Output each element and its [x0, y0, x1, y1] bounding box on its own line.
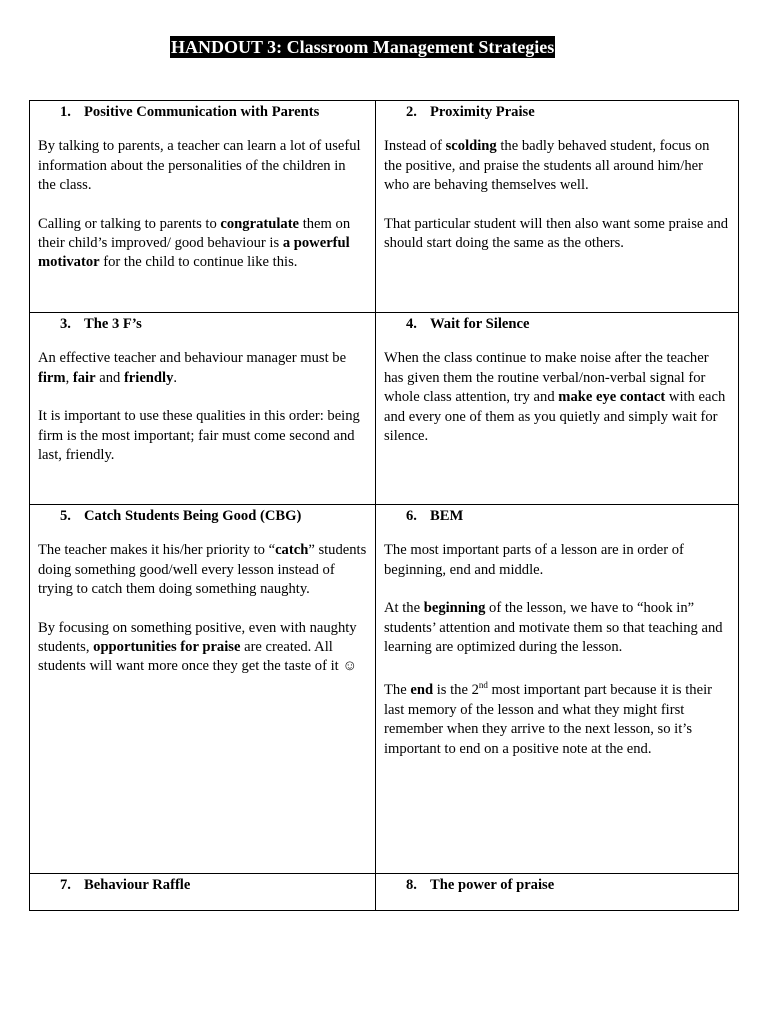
strategy-heading: 5. Catch Students Being Good (CBG) — [60, 508, 302, 524]
handout-title: HANDOUT 3: Classroom Management Strategies — [171, 37, 555, 57]
strategy-paragraph: The end is the 2nd most important part because it is their last memory of the lesson and what they might first remember when they arrive to the next lesson, so it’s important to end on a positive note at the end. — [384, 680, 712, 757]
strategy-cell-1 — [30, 101, 376, 313]
strategy-cell-7 — [30, 874, 376, 911]
strategies-table — [29, 100, 739, 911]
strategy-paragraph: When the class continue to make noise after the teacher has given them the routine verbal/non-verbal signal for whole class attention, try and make eye contact with each and every one of them as you quietly and simply wait for silence. — [384, 350, 726, 445]
strategy-paragraph: Calling or talking to parents to congratulate them on their child’s improved/ good behaviour is a powerful motivator for the child to continue like this. — [38, 215, 351, 271]
strategy-cell-3 — [30, 313, 376, 505]
strategy-cell-8 — [376, 874, 739, 911]
table-row — [30, 874, 739, 911]
strategy-heading: 6. BEM — [406, 508, 464, 524]
strategy-heading: 3. The 3 F’s — [60, 316, 142, 332]
strategy-heading: 1. Positive Communication with Parents — [60, 104, 320, 120]
strategy-paragraph: By focusing on something positive, even with naughty students, opportunities for praise are created. All students will want more once they get the taste of it ☺ — [38, 619, 358, 675]
strategy-paragraph: An effective teacher and behaviour manager must be firm, fair and friendly. — [38, 350, 347, 386]
strategy-paragraph: By talking to parents, a teacher can learn a lot of useful information about the personalities of the children in the class. — [38, 138, 361, 194]
strategy-cell-5 — [30, 505, 376, 874]
table-row — [30, 313, 739, 505]
strategy-paragraph: That particular student will then also want some praise and should start doing the same as the others. — [384, 215, 729, 252]
strategy-heading: 7. Behaviour Raffle — [60, 877, 191, 893]
strategy-paragraph: The teacher makes it his/her priority to “catch” students doing something good/well every lesson instead of trying to catch them doing something naughty. — [38, 542, 367, 598]
strategy-paragraph: Instead of scolding the badly behaved student, focus on the positive, and praise the students all around him/her who are behaving themselves well. — [384, 138, 710, 194]
strategy-cell-4 — [376, 313, 739, 505]
strategy-paragraph: The most important parts of a lesson are in order of beginning, end and middle. — [384, 542, 684, 578]
strategy-heading: 2. Proximity Praise — [406, 104, 535, 120]
strategy-cell-2 — [376, 101, 739, 313]
strategy-paragraph: At the beginning of the lesson, we have to “hook in” students’ attention and motivate them so that teaching and learning are optimized during the lesson. — [384, 600, 723, 656]
table-row — [30, 101, 739, 313]
strategy-paragraph: It is important to use these qualities in this order: being firm is the most important; fair must come second and last, friendly. — [38, 408, 360, 464]
table-row — [30, 505, 739, 874]
strategy-cell-6 — [376, 505, 739, 874]
strategy-heading: 4. Wait for Silence — [406, 316, 530, 332]
strategy-heading: 8. The power of praise — [406, 877, 555, 893]
